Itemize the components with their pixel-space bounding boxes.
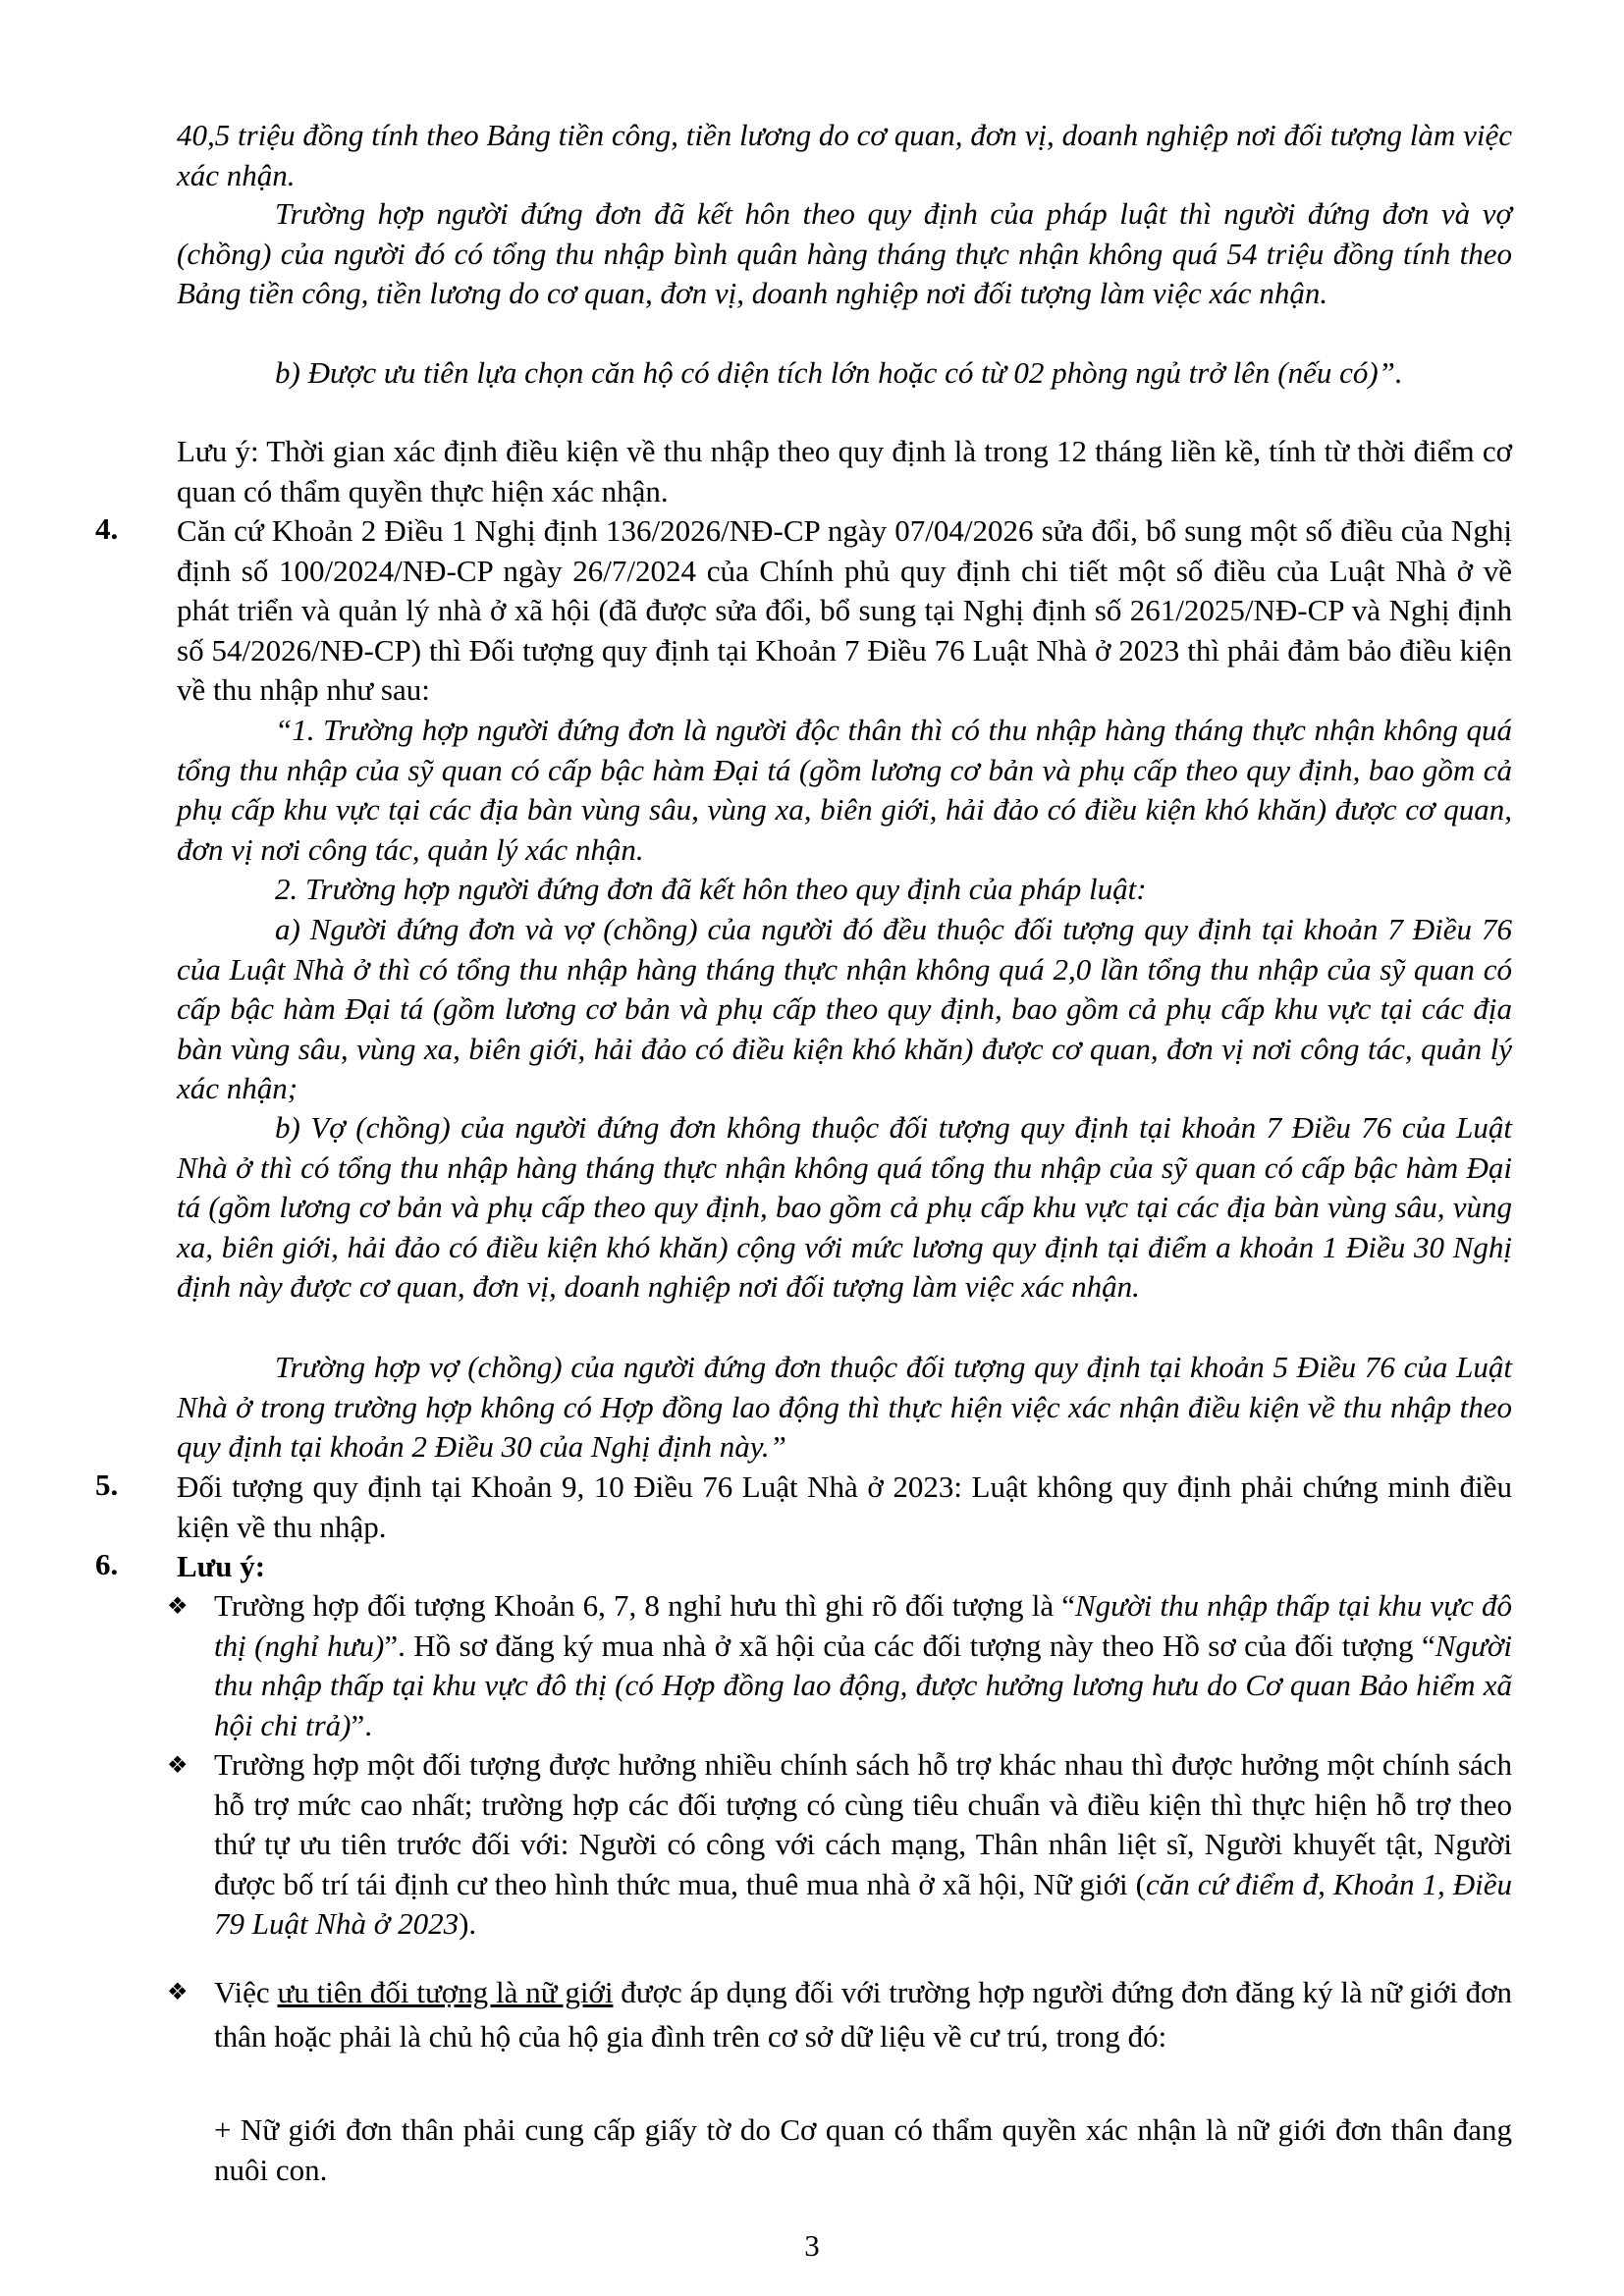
bullet-priority-note: Trường hợp một đối tượng được hưởng nhiều chính sách hỗ trợ khác nhau thì được hưởng một chính sách hỗ trợ mức cao nhất; trường hợp các đối tượng có cùng tiêu chuẩn và điều kiện thì thực hiện hỗ trợ theo thứ tự ưu tiên trước đối với: Người có công với cách mạng, Thân nhân liệt sĩ, Người khuyết tật, Người được bố trí tái định cư theo hình thức mua, thuê mua nhà ở xã hội, Nữ giới (căn cứ điểm đ, Khoản 1, Điều 79 Luật Nhà ở 2023). — [214, 1747, 1513, 1941]
section-4-quote-3: Trường hợp vợ (chồng) của người đứng đơn thuộc đối tượng quy định tại khoản 5 Điều 76 của Luật Nhà ở trong trường hợp không có Hợp đồng lao động thì thực hiện việc xác nhận điều kiện về thu nhập theo quy định tại khoản 2 Điều 30 của Nghị định này.” — [177, 1350, 1512, 1464]
section-4-quote-2b: b) Vợ (chồng) của người đứng đơn không thuộc đối tượng quy định tại khoản 7 Điều 76 của Luật Nhà ở thì có tổng thu nhập hàng tháng thực nhận không quá tổng thu nhập của sỹ quan có cấp bậc hàm Đại tá (gồm lương cơ bản và phụ cấp theo quy định, bao gồm cả phụ cấp khu vực tại các địa bàn vùng sâu, vùng xa, biên giới, hải đảo có điều kiện khó khăn) cộng với mức lương quy định tại điểm a khoản 1 Điều 30 Nghị định này được cơ quan, đơn vị, doanh nghiệp nơi đối tượng làm việc xác nhận. — [177, 1110, 1512, 1304]
paragraph-income-married: Trường hợp người đứng đơn đã kết hôn theo quy định của pháp luật thì người đứng đơn và vợ (chồng) của người đó có tổng thu nhập bình quân hàng tháng thực nhận không quá 54 triệu đồng tính theo Bảng tiền công, tiền lương do cơ quan, đơn vị, doanh nghiệp nơi đối tượng làm việc xác nhận. — [177, 196, 1512, 310]
section-4-quote-2: 2. Trường hợp người đứng đơn đã kết hôn theo quy định của pháp luật: — [275, 872, 1147, 906]
bullet-icon: ❖ — [167, 1753, 189, 1779]
section-6-number: 6. — [95, 1547, 119, 1581]
paragraph-income-single: 40,5 triệu đồng tính theo Bảng tiền công, tiền lương do cơ quan, đơn vị, doanh nghiệp nơi đối tượng làm việc xác nhận. — [177, 118, 1512, 192]
paragraph-note-time: Lưu ý: Thời gian xác định điều kiện về thu nhập theo quy định là trong 12 tháng liền kề, tính từ thời điểm cơ quan có thẩm quyền thực hiện xác nhận. — [177, 434, 1512, 508]
bullet-icon: ❖ — [167, 1594, 189, 1620]
female-single-requirement: + Nữ giới đơn thân phải cung cấp giấy tờ do Cơ quan có thẩm quyền xác nhận là nữ giới đơn thân đang nuôi con. — [214, 2112, 1512, 2187]
section-4-quote-1: “1. Trường hợp người đứng đơn là người độc thân thì có thu nhập hàng tháng thực nhận không quá tổng thu nhập của sỹ quan có cấp bậc hàm Đại tá (gồm lương cơ bản và phụ cấp theo quy định, bao gồm cả phụ cấp khu vực tại các địa bàn vùng sâu, vùng xa, biên giới, hải đảo có điều kiện khó khăn) được cơ quan, đơn vị nơi công tác, quản lý xác nhận. — [177, 713, 1512, 867]
section-6-title: Lưu ý: — [177, 1549, 266, 1583]
section-5-number: 5. — [95, 1468, 119, 1502]
section-4-quote-2a: a) Người đứng đơn và vợ (chồng) của người đó đều thuộc đối tượng quy định tại khoản 7 Điều 76 của Luật Nhà ở thì có tổng thu nhập hàng tháng thực nhận không quá 2,0 lần tổng thu nhập của sỹ quan có cấp bậc hàm Đại tá (gồm lương cơ bản và phụ cấp theo quy định, bao gồm cả phụ cấp khu vực tại các địa bàn vùng sâu, vùng xa, biên giới, hải đảo có điều kiện khó khăn) được cơ quan, đơn vị nơi công tác, quản lý xác nhận; — [177, 912, 1512, 1105]
page-number: 3 — [804, 2228, 820, 2263]
section-4-number: 4. — [95, 511, 119, 546]
paragraph-priority-apartment: b) Được ưu tiên lựa chọn căn hộ có diện tích lớn hoặc có từ 02 phòng ngủ trở lên (nếu có)”. — [275, 355, 1403, 390]
bullet-female-priority: Việc ưu tiên đối tượng là nữ giới được áp dụng đối với trường hợp người đứng đơn đăng ký là nữ giới đơn thân hoặc phải là chủ hộ của hộ gia đình trên cơ sở dữ liệu về cư trú, trong đó: — [214, 1975, 1512, 2054]
bullet-icon: ❖ — [167, 1980, 189, 2005]
bullet-retired-note: Trường hợp đối tượng Khoản 6, 7, 8 nghỉ hưu thì ghi rõ đối tượng là “Người thu nhập thấp tại khu vực đô thị (nghỉ hưu)”. Hồ sơ đăng ký mua nhà ở xã hội của các đối tượng này theo Hồ sơ của đối tượng “Người thu nhập thấp tại khu vực đô thị (có Hợp đồng lao động, được hưởng lương hưu do Cơ quan Bảo hiểm xã hội chi trả)”. — [214, 1588, 1512, 1742]
section-4-intro: Căn cứ Khoản 2 Điều 1 Nghị định 136/2026/NĐ-CP ngày 07/04/2026 sửa đổi, bổ sung một số điều của Nghị định số 100/2024/NĐ-CP ngày 26/7/2024 của Chính phủ quy định chi tiết một số điều của Luật Nhà ở về phát triển và quản lý nhà ở xã hội (đã được sửa đổi, bổ sung tại Nghị định số 261/2025/NĐ-CP và Nghị định số 54/2026/NĐ-CP) thì Đối tượng quy định tại Khoản 7 Điều 76 Luật Nhà ở 2023 thì phải đảm bảo điều kiện về thu nhập như sau: — [177, 513, 1512, 707]
section-5-text: Đối tượng quy định tại Khoản 9, 10 Điều 76 Luật Nhà ở 2023: Luật không quy định phải chứng minh điều kiện về thu nhập. — [177, 1469, 1512, 1544]
